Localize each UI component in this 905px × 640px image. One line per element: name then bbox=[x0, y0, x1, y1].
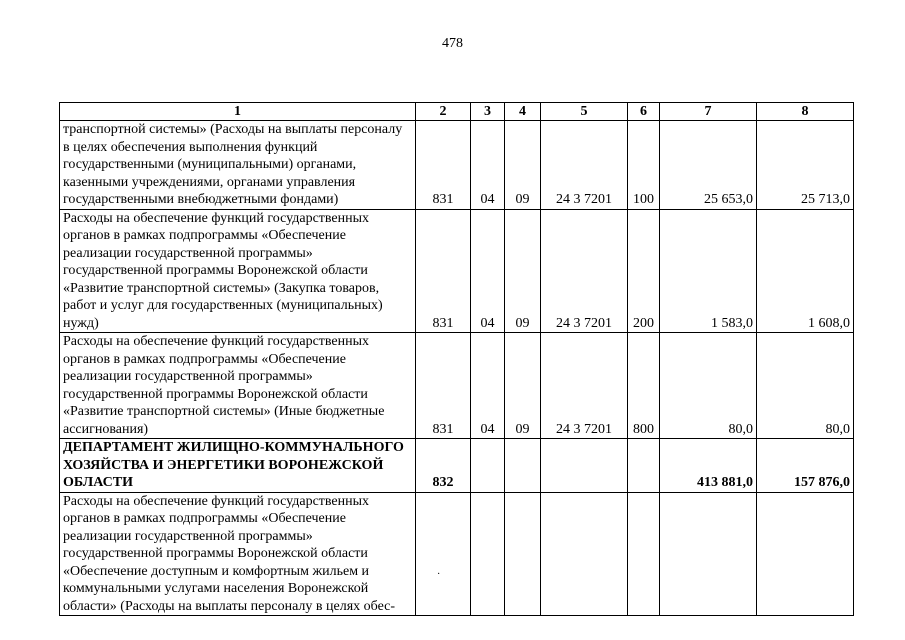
ministry-code bbox=[416, 492, 471, 616]
header-col-3: 3 bbox=[471, 103, 505, 121]
amount-year-2: 157 876,0 bbox=[757, 439, 854, 493]
section-code bbox=[471, 439, 505, 493]
page-number: 478 bbox=[442, 36, 463, 51]
ministry-code: 832 bbox=[416, 439, 471, 493]
table-row bbox=[60, 209, 854, 333]
table-row bbox=[60, 333, 854, 439]
amount-year-2: 1 608,0 bbox=[757, 209, 854, 333]
expense-type-code bbox=[628, 439, 660, 493]
page-speck: · bbox=[437, 569, 441, 580]
header-col-5: 5 bbox=[541, 103, 628, 121]
target-article-code bbox=[541, 492, 628, 616]
header-col-7: 7 bbox=[660, 103, 757, 121]
amount-year-1: 25 653,0 bbox=[660, 121, 757, 210]
ministry-code: 831 bbox=[416, 121, 471, 210]
header-row bbox=[60, 103, 854, 121]
row-description: Расходы на обеспечение функций государственных органов в рамках подпрограммы «Обеспечение реализации государственной программы» государственной программы Воронежской области «Развитие транспортной системы» (Иные бюджетные ассигнования) bbox=[60, 333, 416, 439]
subsection-code: 09 bbox=[505, 333, 541, 439]
header-col-4: 4 bbox=[505, 103, 541, 121]
subsection-code bbox=[505, 492, 541, 616]
section-code: 04 bbox=[471, 121, 505, 210]
ministry-code: 831 bbox=[416, 333, 471, 439]
expense-type-code: 200 bbox=[628, 209, 660, 333]
target-article-code: 24 3 7201 bbox=[541, 333, 628, 439]
amount-year-1: 80,0 bbox=[660, 333, 757, 439]
subsection-code: 09 bbox=[505, 209, 541, 333]
header-col-1: 1 bbox=[60, 103, 416, 121]
amount-year-2: 80,0 bbox=[757, 333, 854, 439]
table-row bbox=[60, 121, 854, 210]
amount-year-1: 1 583,0 bbox=[660, 209, 757, 333]
table-row-department bbox=[60, 439, 854, 493]
header-col-6: 6 bbox=[628, 103, 660, 121]
section-code: 04 bbox=[471, 333, 505, 439]
amount-year-1 bbox=[660, 492, 757, 616]
subsection-code: 09 bbox=[505, 121, 541, 210]
expense-type-code: 800 bbox=[628, 333, 660, 439]
section-code: 04 bbox=[471, 209, 505, 333]
amount-year-2 bbox=[757, 492, 854, 616]
target-article-code: 24 3 7201 bbox=[541, 121, 628, 210]
amount-year-1: 413 881,0 bbox=[660, 439, 757, 493]
table-row bbox=[60, 492, 854, 616]
subsection-code bbox=[505, 439, 541, 493]
row-description: транспортной системы» (Расходы на выплаты персоналу в целях обеспечения выполнения функций государственными (муниципальными) органами, казенными учреждениями, органами управления государственными внебюджетными фондами) bbox=[60, 121, 416, 210]
amount-year-2: 25 713,0 bbox=[757, 121, 854, 210]
row-description: Расходы на обеспечение функций государственных органов в рамках подпрограммы «Обеспечение реализации государственной программы» государственной программы Воронежской области «Обеспечение доступным и комфортным жильем и коммунальными услугами населения Воронежской области» (Расходы на выплаты персоналу в целях обес- bbox=[60, 492, 416, 616]
row-description: Расходы на обеспечение функций государственных органов в рамках подпрограммы «Обеспечение реализации государственной программы» государственной программы Воронежской области «Развитие транспортной системы» (Закупка товаров, работ и услуг для государственных (муниципальных) нужд) bbox=[60, 209, 416, 333]
target-article-code bbox=[541, 439, 628, 493]
header-col-2: 2 bbox=[416, 103, 471, 121]
ministry-code: 831 bbox=[416, 209, 471, 333]
expense-type-code bbox=[628, 492, 660, 616]
department-name: ДЕПАРТАМЕНТ ЖИЛИЩНО-КОММУНАЛЬНОГО ХОЗЯЙСТВА И ЭНЕРГЕТИКИ ВОРОНЕЖСКОЙ ОБЛАСТИ bbox=[60, 439, 416, 493]
target-article-code: 24 3 7201 bbox=[541, 209, 628, 333]
section-code bbox=[471, 492, 505, 616]
header-col-8: 8 bbox=[757, 103, 854, 121]
budget-table bbox=[59, 102, 854, 616]
expense-type-code: 100 bbox=[628, 121, 660, 210]
